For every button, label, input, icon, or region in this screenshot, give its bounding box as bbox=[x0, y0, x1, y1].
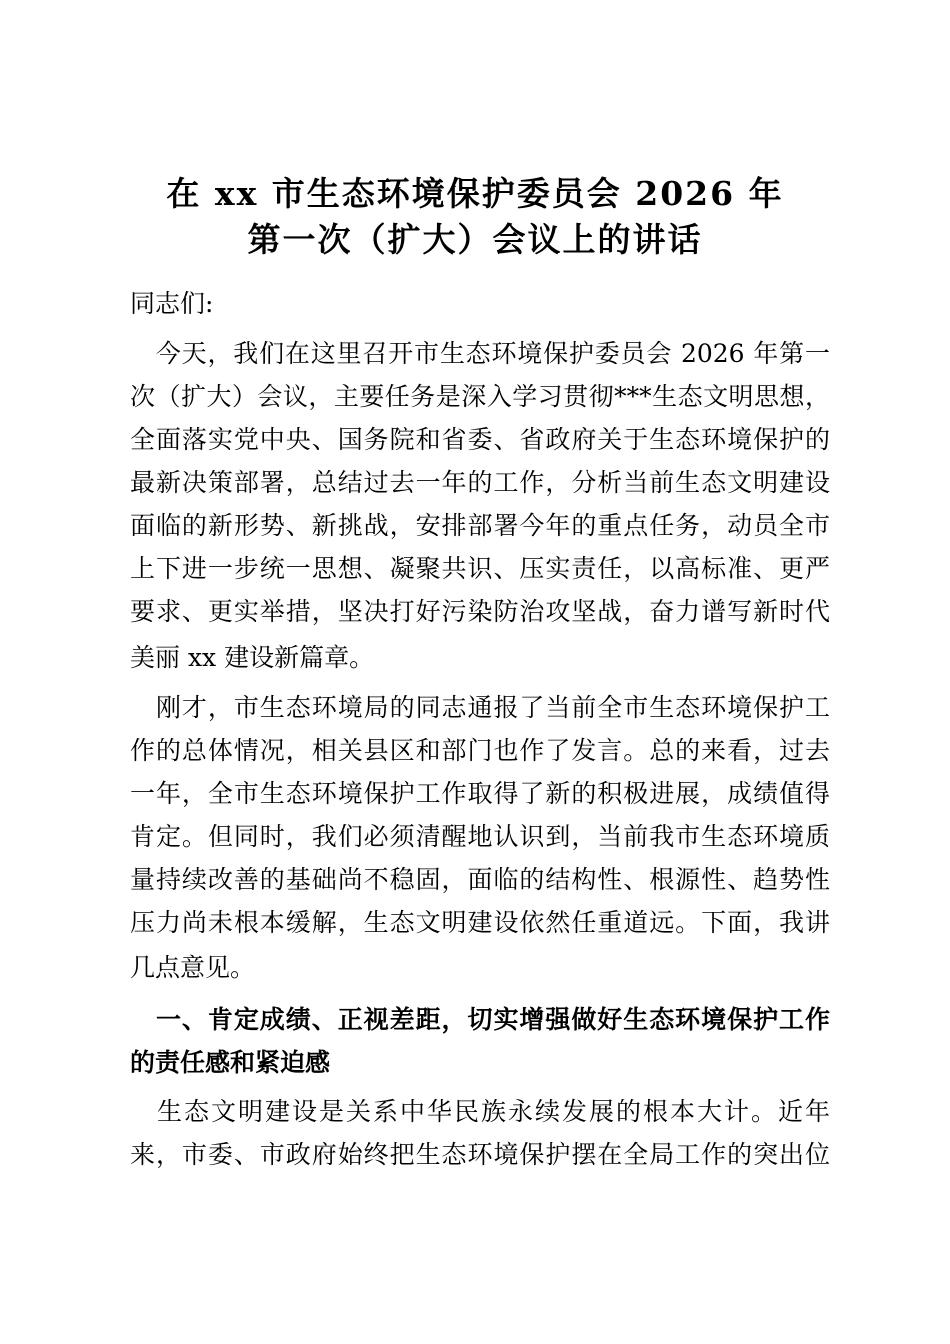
paragraph-1-line: 今天，我们在这里召开市生态环境保护委员会 2026 年第一 bbox=[130, 339, 830, 368]
document-title-line-1: 在 xx 市生态环境保护委员会 2026 年 bbox=[166, 174, 784, 213]
paragraph-2-line: 一年，全市生态环境保护工作取得了新的积极进展，成绩值得 bbox=[130, 779, 830, 808]
paragraph-1-line: 美丽 xx 建设新篇章。 bbox=[130, 643, 375, 672]
paragraph-1-line: 次（扩大）会议，主要任务是深入学习贯彻***生态文明思想， bbox=[130, 382, 830, 411]
paragraph-2-line: 肯定。但同时，我们必须清醒地认识到，当前我市生态环境质 bbox=[130, 822, 830, 851]
paragraph-3-line: 生态文明建设是关系中华民族永续发展的根本大计。近年 bbox=[130, 1097, 830, 1126]
paragraph-2-line: 几点意见。 bbox=[130, 953, 256, 982]
greeting: 同志们: bbox=[130, 289, 214, 318]
section-heading-1: 一、肯定成绩、正视差距，切实增强做好生态环境保护工作 bbox=[130, 1005, 830, 1034]
paragraph-1-line: 面临的新形势、新挑战，安排部署今年的重点任务，动员全市 bbox=[130, 511, 830, 540]
paragraph-2-line: 压力尚未根本缓解，生态文明建设依然任重道远。下面，我讲 bbox=[130, 908, 830, 937]
paragraph-1-line: 最新决策部署，总结过去一年的工作，分析当前生态文明建设 bbox=[130, 468, 830, 497]
paragraph-1-line: 上下进一步统一思想、凝聚共识、压实责任，以高标准、更严 bbox=[130, 554, 830, 583]
paragraph-2-line: 刚才，市生态环境局的同志通报了当前全市生态环境保护工 bbox=[130, 693, 830, 722]
paragraph-1-line: 全面落实党中央、国务院和省委、省政府关于生态环境保护的 bbox=[130, 425, 830, 454]
section-heading-1: 的责任感和紧迫感 bbox=[130, 1048, 331, 1077]
document-title-line-2: 第一次（扩大）会议上的讲话 bbox=[247, 220, 703, 259]
paragraph-3-line: 来，市委、市政府始终把生态环境保护摆在全局工作的突出位 bbox=[130, 1140, 830, 1169]
paragraph-1-line: 要求、更实举措，坚决打好污染防治攻坚战，奋力谱写新时代 bbox=[130, 597, 830, 626]
paragraph-2-line: 作的总体情况，相关县区和部门也作了发言。总的来看，过去 bbox=[130, 736, 830, 765]
paragraph-2-line: 量持续改善的基础尚不稳固，面临的结构性、根源性、趋势性 bbox=[130, 865, 830, 894]
